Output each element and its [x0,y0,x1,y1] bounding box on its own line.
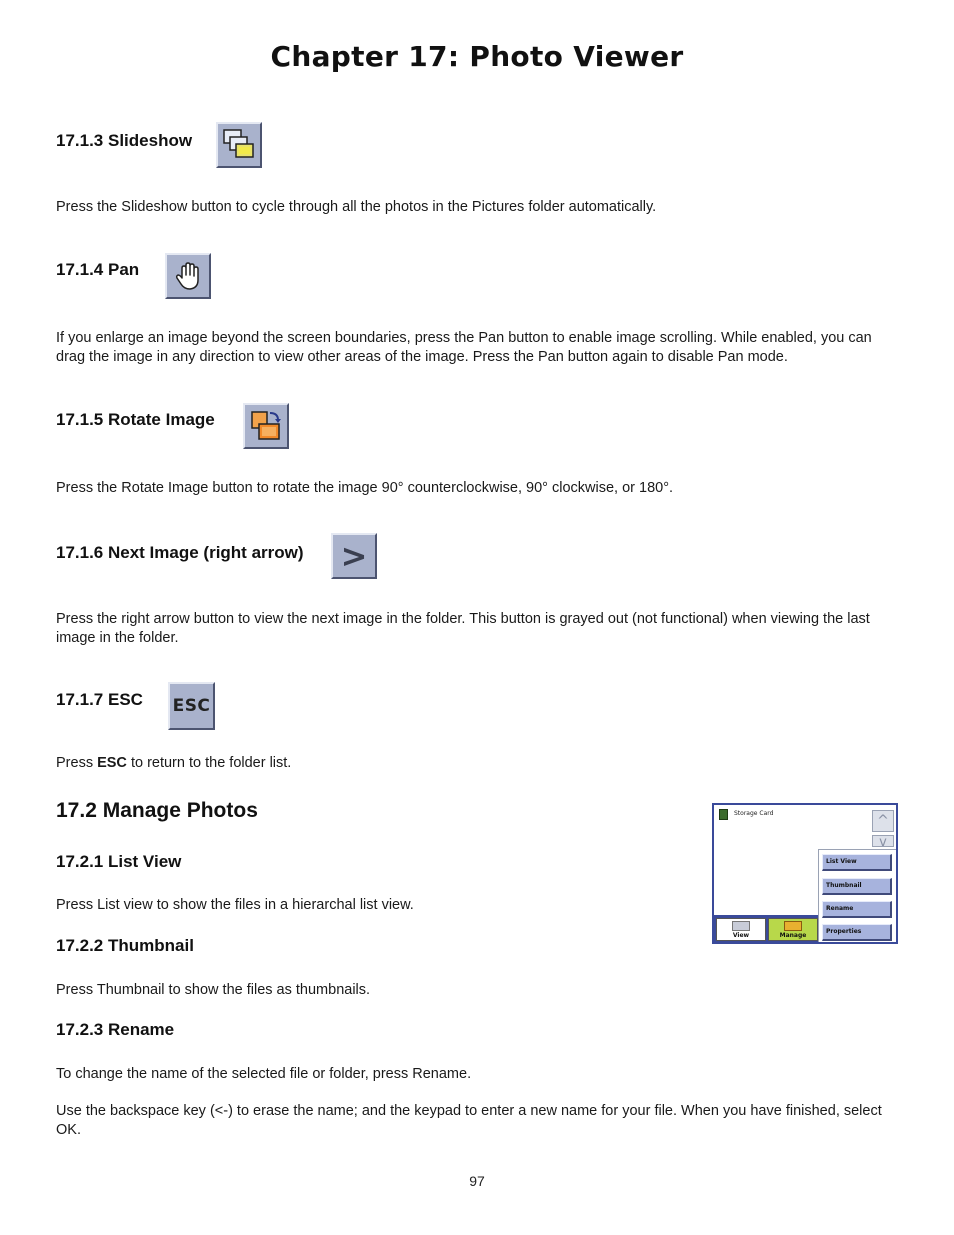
manage-tab-label: Manage [779,932,807,939]
pan-heading: 17.1.4 Pan [56,260,140,279]
manage-tab[interactable] [768,918,818,941]
esc-text-before: Press [56,755,98,771]
view-tab[interactable] [716,918,766,941]
right-arrow-glyph: > [340,537,368,575]
right-arrow-icon [331,533,377,579]
esc-heading: 17.1.7 ESC [56,690,143,709]
esc-icon [168,682,215,730]
next-image-text: Press the right arrow button to view the next image in the folder. This button is grayed out (not functional) when viewing the last image in the folder. [56,611,870,646]
rename-heading: 17.2.3 Rename [56,1020,175,1039]
esc-text-bold: ESC [97,755,127,771]
scroll-up-glyph: ^ [877,813,889,829]
rotate-heading: 17.1.5 Rotate Image [56,410,215,429]
view-icon [732,921,750,931]
manage-menu-screenshot [712,803,898,944]
menu-item-rename[interactable]: Rename [822,901,892,918]
thumbnail-text: Press Thumbnail to show the files as thumbnails. [56,982,371,998]
thumbnail-heading: 17.2.2 Thumbnail [56,936,194,955]
hand-icon [165,253,211,299]
rename-text-2: Use the backspace key (<-) to erase the name; and the keypad to enter a new name for your file. When you have finished, select OK. [56,1103,882,1138]
scroll-down-button[interactable] [872,835,894,847]
slideshow-heading: 17.1.3 Slideshow [56,131,193,150]
manage-menu [818,849,898,944]
menu-item-thumbnail[interactable]: Thumbnail [822,878,892,895]
pan-text: If you enlarge an image beyond the screen boundaries, press the Pan button to enable image scrolling. While enabled, you can drag the image in any direction to view other areas of the image. Press the Pan button again to disable Pan mode. [56,330,872,365]
storage-card-icon [719,809,728,820]
esc-glyph: ESC [172,696,211,716]
rename-text: To change the name of the selected file or folder, press Rename. [56,1066,472,1082]
manage-photos-heading: 17.2 Manage Photos [56,799,258,822]
chapter-title: Chapter 17: Photo Viewer [270,40,684,73]
storage-card-title: Storage Card [734,810,774,817]
menu-item-properties[interactable]: Properties [822,924,892,941]
scroll-up-button[interactable] [872,810,894,832]
scroll-down-glyph: v [879,835,887,847]
view-tab-label: View [732,932,750,939]
rotate-icon [243,403,289,449]
esc-text-after: to return to the folder list. [126,755,292,771]
rotate-text: Press the Rotate Image button to rotate the image 90° counterclockwise, 90° clockwise, or 180°. [56,480,674,496]
list-view-text: Press List view to show the files in a hierarchal list view. [56,897,414,913]
page-number: 97 [469,1173,485,1189]
folder-icon [784,921,802,931]
esc-text [56,754,291,773]
menu-item-list-view[interactable]: List View [822,854,892,871]
slideshow-text: Press the Slideshow button to cycle through all the photos in the Pictures folder automatically. [56,199,657,215]
slideshow-icon [216,122,262,168]
list-view-heading: 17.2.1 List View [56,852,182,871]
next-image-heading: 17.1.6 Next Image (right arrow) [56,543,304,562]
